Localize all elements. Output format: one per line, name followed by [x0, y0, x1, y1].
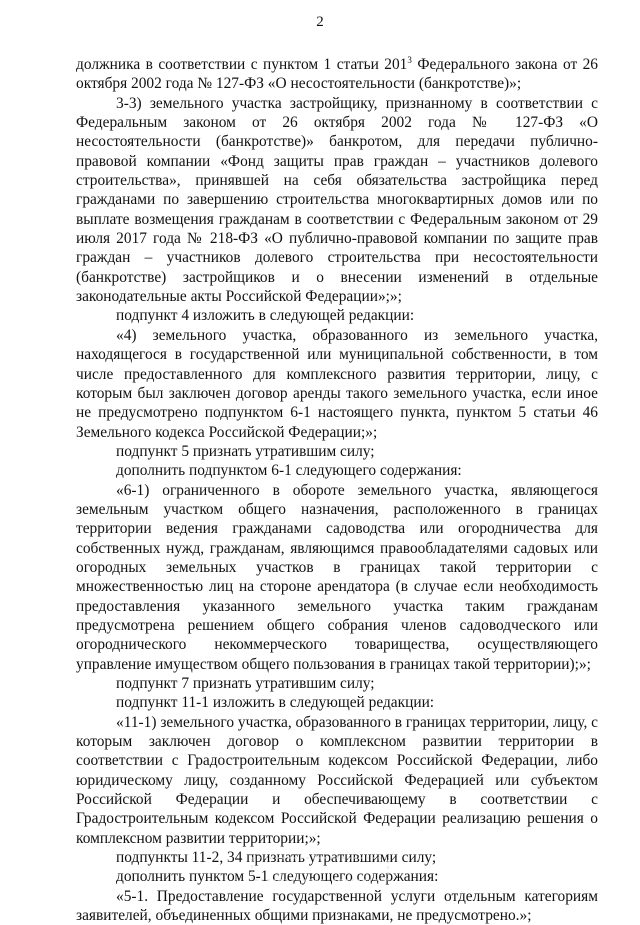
- paragraph: «5-1. Предоставление государственной услуги отдельным категориям заявителей, объединенных общими признаками, не предусмотрено.»;: [76, 887, 598, 925]
- document-body: [76, 55, 598, 925]
- paragraph: подпункт 11-1 изложить в следующей редакции:: [116, 694, 435, 712]
- paragraph: подпункт 5 признать утратившим силу;: [116, 442, 375, 460]
- faint-stamp-mark: [250, 856, 390, 882]
- paragraph: дополнить подпунктом 6-1 следующего содержания:: [116, 462, 462, 480]
- paragraph: 3-3) земельного участка застройщику, признанному в соответствии с Федеральным законом от 26 октября 2002 года № 127-ФЗ «О несостоятельности (банкротстве)» банкротом, для передачи публично-правовой компании «Фонд защиты прав граждан – участников долевого строительства», принявшей на себя обязательства застройщика перед гражданами по завершению строительства многоквартирных домов или по выплате возмещения гражданам в соответствии с Федеральным законом от 29 июля 2017 года № 218-ФЗ «О публично-правовой компании по защите прав граждан – участников долевого строительства при несостоятельности (банкротстве) застройщиков и о внесении изменений в отдельные законодательные акты Российской Федерации»;»;: [76, 94, 598, 306]
- paragraph: «11-1) земельного участка, образованного в границах территории, лицу, с которым заключен договор о комплексном развитии территории в соответствии с Градостроительным кодексом Российской Федерации, либо юридическому лицу, созданному Российской Федерацией или субъектом Российской Федерации и обеспечивающему в соответствии с Градостроительным кодексом Российской Федерации реализацию решения о комплексном развитии территории;»;: [76, 713, 598, 847]
- paragraph: «6-1) ограниченного в обороте земельного участка, являющегося земельным участком общего назначения, расположенного в границах территории ведения гражданами садоводства или огородничества для собственных нужд, гражданам, являющимся правообладателями садовых или огородных земельных участков в границах такой территории с множественностью лиц на стороне арендатора (в случае если необходимость предоставления указанного земельного участка таким гражданам предусмотрена решением общего собрания членов садоводческого или огороднического некоммерческого товарищества, осуществляющего управление имуществом общего пользования в границах такой территории);»;: [76, 481, 598, 673]
- paragraph: дополнить пунктом 5-1 следующего содержания:: [116, 868, 439, 886]
- paragraph: подпункт 4 изложить в следующей редакции:: [116, 307, 415, 325]
- paragraph: подпункт 7 признать утратившим силу;: [116, 675, 375, 692]
- paragraph: «4) земельного участка, образованного из земельного участка, находящегося в государственной или муниципальной собственности, в том числе предоставленного для комплексного развития территории, лицу, с которым был заключен договор аренды такого земельного участка, если иное не предусмотрено подпунктом 6-1 настоящего пункта, пунктом 5 статьи 46 Земельного кодекса Российской Федерации;»;: [76, 326, 598, 441]
- paragraph: должника в соответствии с пунктом 1 статьи $201^3$ Федерального закона от 26 октября 2002 года № 127-ФЗ «О несостоятельности (банкротстве)»;: [76, 54, 598, 93]
- page-number: 2: [316, 14, 324, 30]
- superscript: 3: [407, 54, 412, 65]
- paragraph: подпункты 11-2, 34 признать утратившими силу;: [116, 849, 437, 867]
